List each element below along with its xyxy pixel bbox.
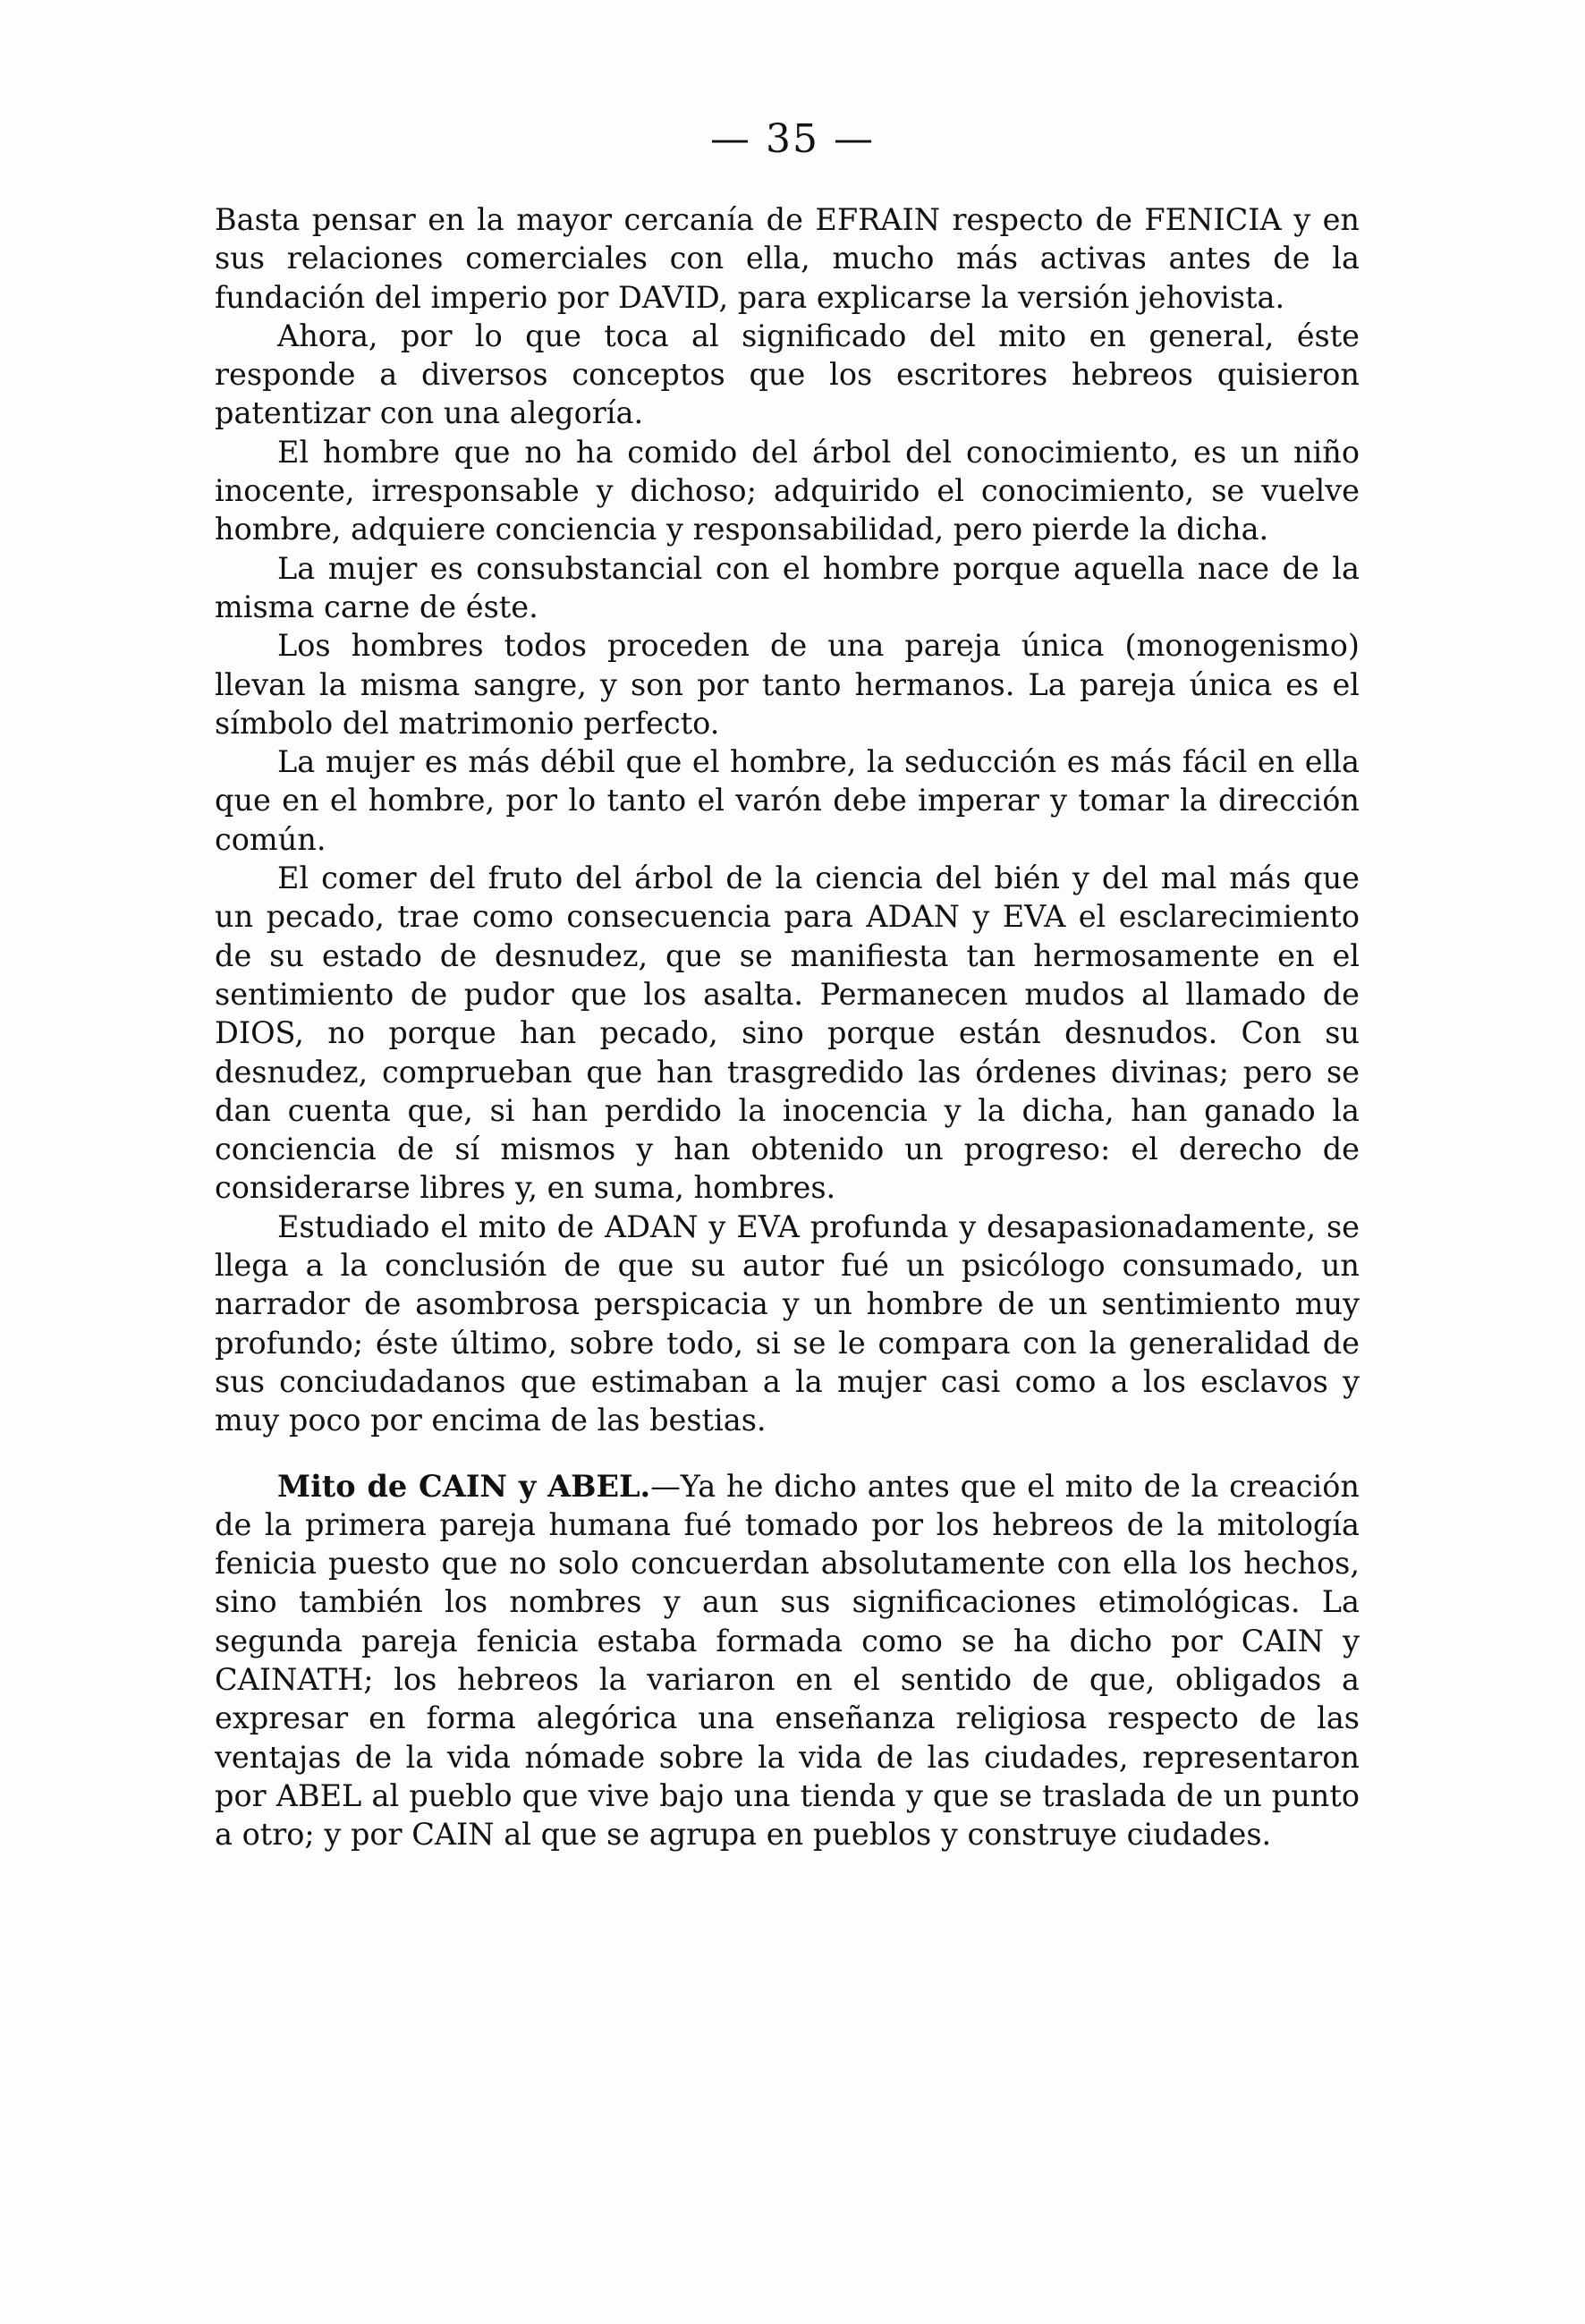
- paragraph-efrain: Basta pensar en la mayor cercanía de EFRAIN respecto de FENICIA y en sus relaciones comerciales con ella, mucho más activas antes de la fundación del imperio por DAVID, para explicarse la versión jehovista.: [215, 202, 1360, 315]
- paragraph-monogenismo: Los hombres todos proceden de una pareja única (monogenismo) llevan la misma sangre, y son por tanto hermanos. La pareja única es el símbolo del matrimonio perfecto.: [215, 628, 1360, 741]
- paragraph-fruto: El comer del fruto del árbol de la ciencia del bién y del mal más que un pecado, trae como consecuencia para ADAN y EVA el esclarecimiento de su estado de desnudez, que se manifiesta tan hermosamente en el sentimiento de pudor que los asalta. Permanecen mudos al llamado de DIOS, no porque han pecado, sino porque están desnudos. Con su desnudez, comprueban que han trasgredido las órdenes divinas; pero se dan cuenta que, si han perdido la inocencia y la dicha, han ganado la conciencia de sí mismos y han obtenido un progreso: el derecho de considerarse libres y, en suma, hombres.: [215, 861, 1360, 1206]
- paragraph-conclusion: Estudiado el mito de ADAN y EVA profunda y desapasionadamente, se llega a la conclusión de que su autor fué un psicólogo consumado, un narrador de asombrosa perspicacia y un hombre de un sentimiento muy profundo; éste último, sobre todo, si se le compara con la generalidad de sus conciudadanos que estimaban a la mujer casi como a los esclavos y muy poco por encima de las bestias.: [215, 1209, 1360, 1438]
- body-text: [215, 200, 1360, 1853]
- page-number: — 35 —: [710, 116, 875, 162]
- paragraph-consubstancial: La mujer es consubstancial con el hombre porque aquella nace de la misma carne de éste.: [215, 550, 1360, 624]
- paragraph-mujer-debil: La mujer es más débil que el hombre, la seducción es más fácil en ella que en el hombre, por lo tanto el varón debe imperar y tomar la dirección común.: [215, 744, 1360, 857]
- section-title: Mito de CAIN y ABEL.: [277, 1468, 651, 1504]
- section-cain-abel: [215, 1467, 1360, 1854]
- paragraph-conocimiento: El hombre que no ha comido del árbol del conocimiento, es un niño inocente, irresponsable y dichoso; adquirido el conocimiento, se vuelve hombre, adquiere conciencia y responsabilidad, pero pierde la dicha.: [215, 434, 1360, 547]
- section-text: —Ya he dicho antes que el mito de la creación de la primera pareja humana fué tomado por los hebreos de la mitología fenicia puesto que no solo concuerdan absolutamente con ella los hechos, sino también los nombres y aun sus significaciones etimológicas. La segunda pareja fenicia estaba formada como se ha dicho por CAIN y CAINATH; los hebreos la variaron en el sentido de que, obligados a expresar en forma alegórica una enseñanza religiosa respecto de las ventajas de la vida nómade sobre la vida de las ciudades, representaron por ABEL al pueblo que vive bajo una tienda y que se traslada de un punto a otro; y por CAIN al que se agrupa en pueblos y construye ciudades.: [215, 1468, 1360, 1853]
- paragraph-significado: Ahora, por lo que toca al significado del mito en general, éste responde a diversos conceptos que los escritores hebreos quisieron patentizar con una alegoría.: [215, 318, 1360, 431]
